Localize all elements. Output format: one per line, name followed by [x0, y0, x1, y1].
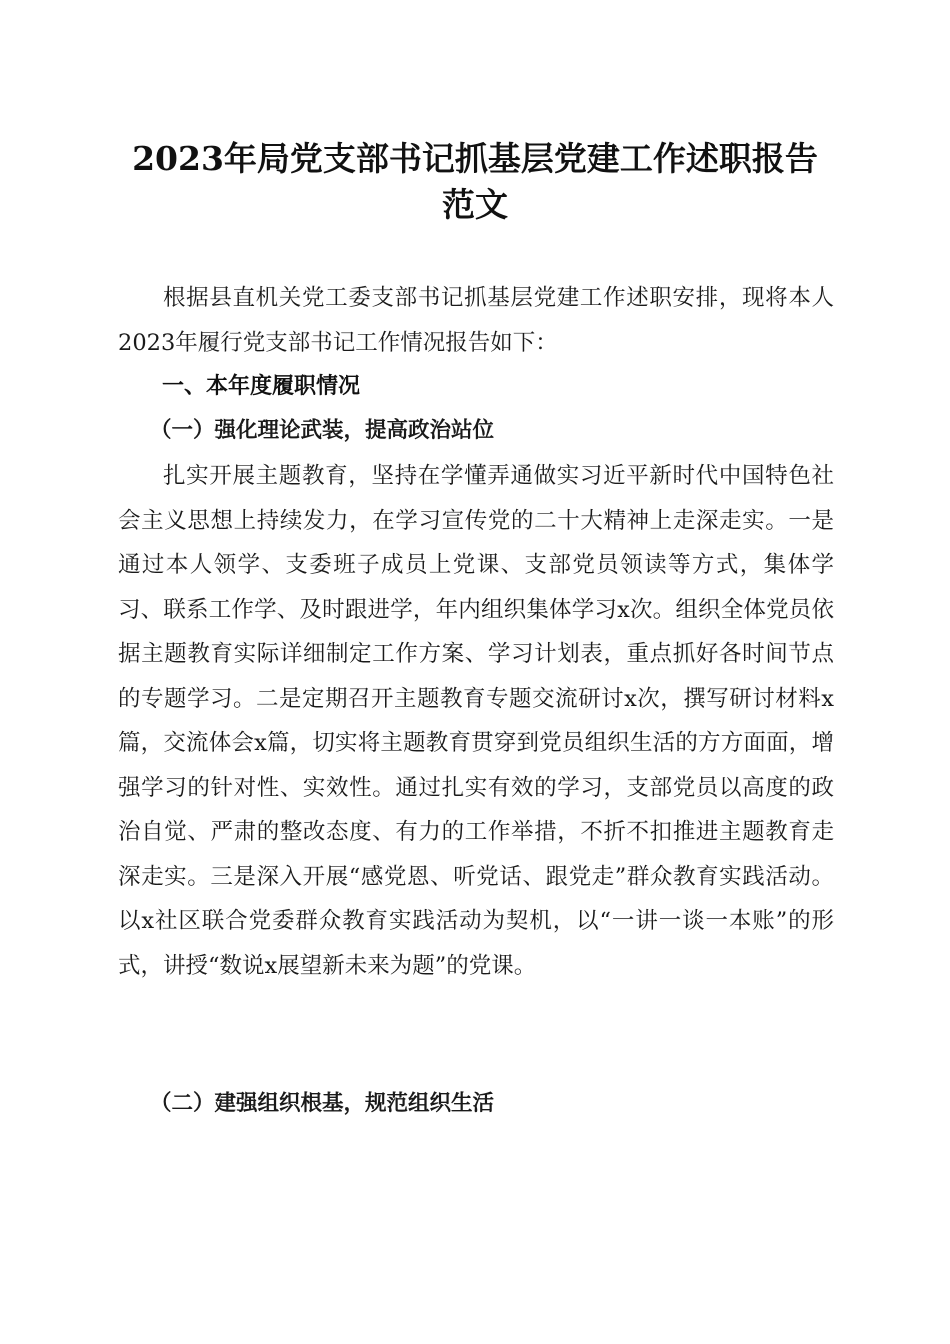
- subsection-heading-1: （一）强化理论武装，提高政治站位: [150, 418, 495, 443]
- subsection-heading-2: （二）建强组织根基，规范组织生活: [150, 1091, 495, 1116]
- document-title: 2023年局党支部书记抓基层党建工作述职报告范文: [132, 139, 818, 224]
- intro-paragraph: 根据县直机关党工委支部书记抓基层党建工作述职安排，现将本人2023年履行党支部书记工作情况报告如下：: [118, 285, 834, 356]
- body-paragraph: 扎实开展主题教育，坚持在学懂弄通做实习近平新时代中国特色社会主义思想上持续发力，在学习宣传党的二十大精神上走深走实。一是通过本人领学、支委班子成员上党课、支部党员领读等方式，集体学习、联系工作学、及时跟进学，年内组织集体学习x次。组织全体党员依据主题教育实际详细制定工作方案、学习计划表，重点抓好各时间节点的专题学习。二是定期召开主题教育专题交流研讨x次，撰写研讨材料x篇，交流体会x篇，切实将主题教育贯穿到党员组织生活的方方面面，增强学习的针对性、实效性。通过扎实有效的学习，支部党员以高度的政治自觉、严肃的整改态度、有力的工作举措，不折不扣推进主题教育走深走实。三是深入开展“感党恩、听党话、跟党走”群众教育实践活动。以x社区联合党委群众教育实践活动为契机，以“一讲一谈一本账”的形式，讲授“数说x展望新未来为题”的党课。: [118, 463, 834, 979]
- section-heading: 一、本年度履职情况: [162, 374, 361, 399]
